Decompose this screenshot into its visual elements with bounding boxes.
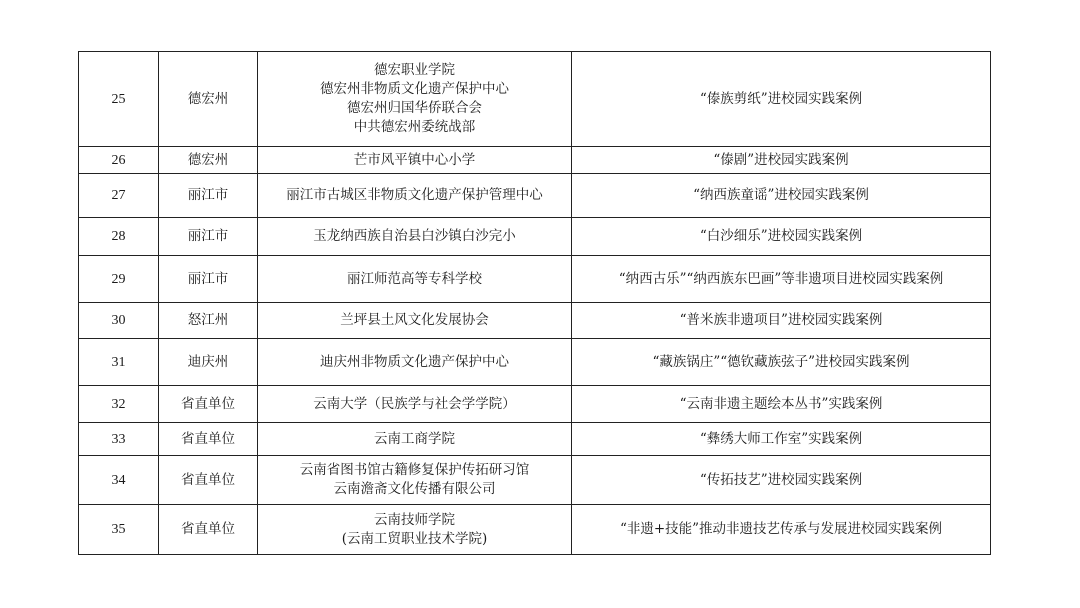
case-cell: “彝绣大师工作室”实践案例 bbox=[572, 423, 991, 456]
region-cell: 德宏州 bbox=[159, 147, 258, 174]
table-row bbox=[79, 386, 991, 423]
unit-cell: 迪庆州非物质文化遗产保护中心 bbox=[258, 339, 572, 386]
row-number: 26 bbox=[79, 147, 159, 174]
table-row bbox=[79, 52, 991, 147]
case-cell: “傣族剪纸”进校园实践案例 bbox=[572, 52, 991, 147]
case-cell: “传拓技艺”进校园实践案例 bbox=[572, 456, 991, 505]
row-number: 32 bbox=[79, 386, 159, 423]
table-row bbox=[79, 303, 991, 339]
unit-cell: 丽江市古城区非物质文化遗产保护管理中心 bbox=[258, 174, 572, 218]
row-number: 27 bbox=[79, 174, 159, 218]
row-number: 34 bbox=[79, 456, 159, 505]
case-cell: “傣剧”进校园实践案例 bbox=[572, 147, 991, 174]
case-cell: “非遗+技能”推动非遗技艺传承与发展进校园实践案例 bbox=[572, 505, 991, 555]
table-row bbox=[79, 456, 991, 505]
unit-cell: 丽江师范高等专科学校 bbox=[258, 256, 572, 303]
case-cell: “藏族锅庄”“德钦藏族弦子”进校园实践案例 bbox=[572, 339, 991, 386]
unit-name: 云南技师学院 bbox=[374, 511, 455, 528]
region-cell: 怒江州 bbox=[159, 303, 258, 339]
row-number: 33 bbox=[79, 423, 159, 456]
table-row bbox=[79, 218, 991, 256]
unit-name: 德宏州归国华侨联合会 bbox=[347, 100, 482, 116]
row-number: 31 bbox=[79, 339, 159, 386]
unit-name: 德宏州非物质文化遗产保护中心 bbox=[320, 81, 509, 97]
unit-cell: 芒市风平镇中心小学 bbox=[258, 147, 572, 174]
row-number: 29 bbox=[79, 256, 159, 303]
region-cell: 省直单位 bbox=[159, 456, 258, 505]
table-row bbox=[79, 423, 991, 456]
unit-cell: 兰坪县土风文化发展协会 bbox=[258, 303, 572, 339]
case-cell: “白沙细乐”进校园实践案例 bbox=[572, 218, 991, 256]
table-row bbox=[79, 339, 991, 386]
table-row bbox=[79, 147, 991, 174]
unit-name: 德宏职业学院 bbox=[374, 62, 455, 78]
row-number: 25 bbox=[79, 52, 159, 147]
case-cell: “普米族非遗项目”进校园实践案例 bbox=[572, 303, 991, 339]
row-number: 30 bbox=[79, 303, 159, 339]
unit-cell bbox=[258, 52, 572, 147]
unit-cell: 云南工商学院 bbox=[258, 423, 572, 456]
region-cell: 省直单位 bbox=[159, 505, 258, 555]
case-cell: “纳西古乐”“纳西族东巴画”等非遗项目进校园实践案例 bbox=[572, 256, 991, 303]
table-row bbox=[79, 505, 991, 555]
case-cell: “纳西族童谣”进校园实践案例 bbox=[572, 174, 991, 218]
unit-name: 云南省图书馆古籍修复保护传拓研习馆 bbox=[299, 462, 530, 478]
region-cell: 丽江市 bbox=[159, 174, 258, 218]
region-cell: 丽江市 bbox=[159, 256, 258, 303]
unit-name: (云南工贸职业技术学院) bbox=[341, 530, 488, 547]
unit-name: 中共德宏州委统战部 bbox=[353, 119, 476, 135]
region-cell: 省直单位 bbox=[159, 386, 258, 423]
unit-cell bbox=[258, 456, 572, 505]
row-number: 28 bbox=[79, 218, 159, 256]
table-row bbox=[79, 174, 991, 218]
table-row bbox=[79, 256, 991, 303]
region-cell: 德宏州 bbox=[159, 52, 258, 147]
unit-cell: 云南大学（民族学与社会学学院） bbox=[258, 386, 572, 423]
region-cell: 迪庆州 bbox=[159, 339, 258, 386]
unit-cell bbox=[258, 505, 572, 555]
practice-cases-table bbox=[78, 51, 991, 555]
case-cell: “云南非遗主题绘本丛书”实践案例 bbox=[572, 386, 991, 423]
region-cell: 省直单位 bbox=[159, 423, 258, 456]
unit-cell: 玉龙纳西族自治县白沙镇白沙完小 bbox=[258, 218, 572, 256]
row-number: 35 bbox=[79, 505, 159, 555]
region-cell: 丽江市 bbox=[159, 218, 258, 256]
unit-name: 云南澹斋文化传播有限公司 bbox=[333, 481, 496, 497]
